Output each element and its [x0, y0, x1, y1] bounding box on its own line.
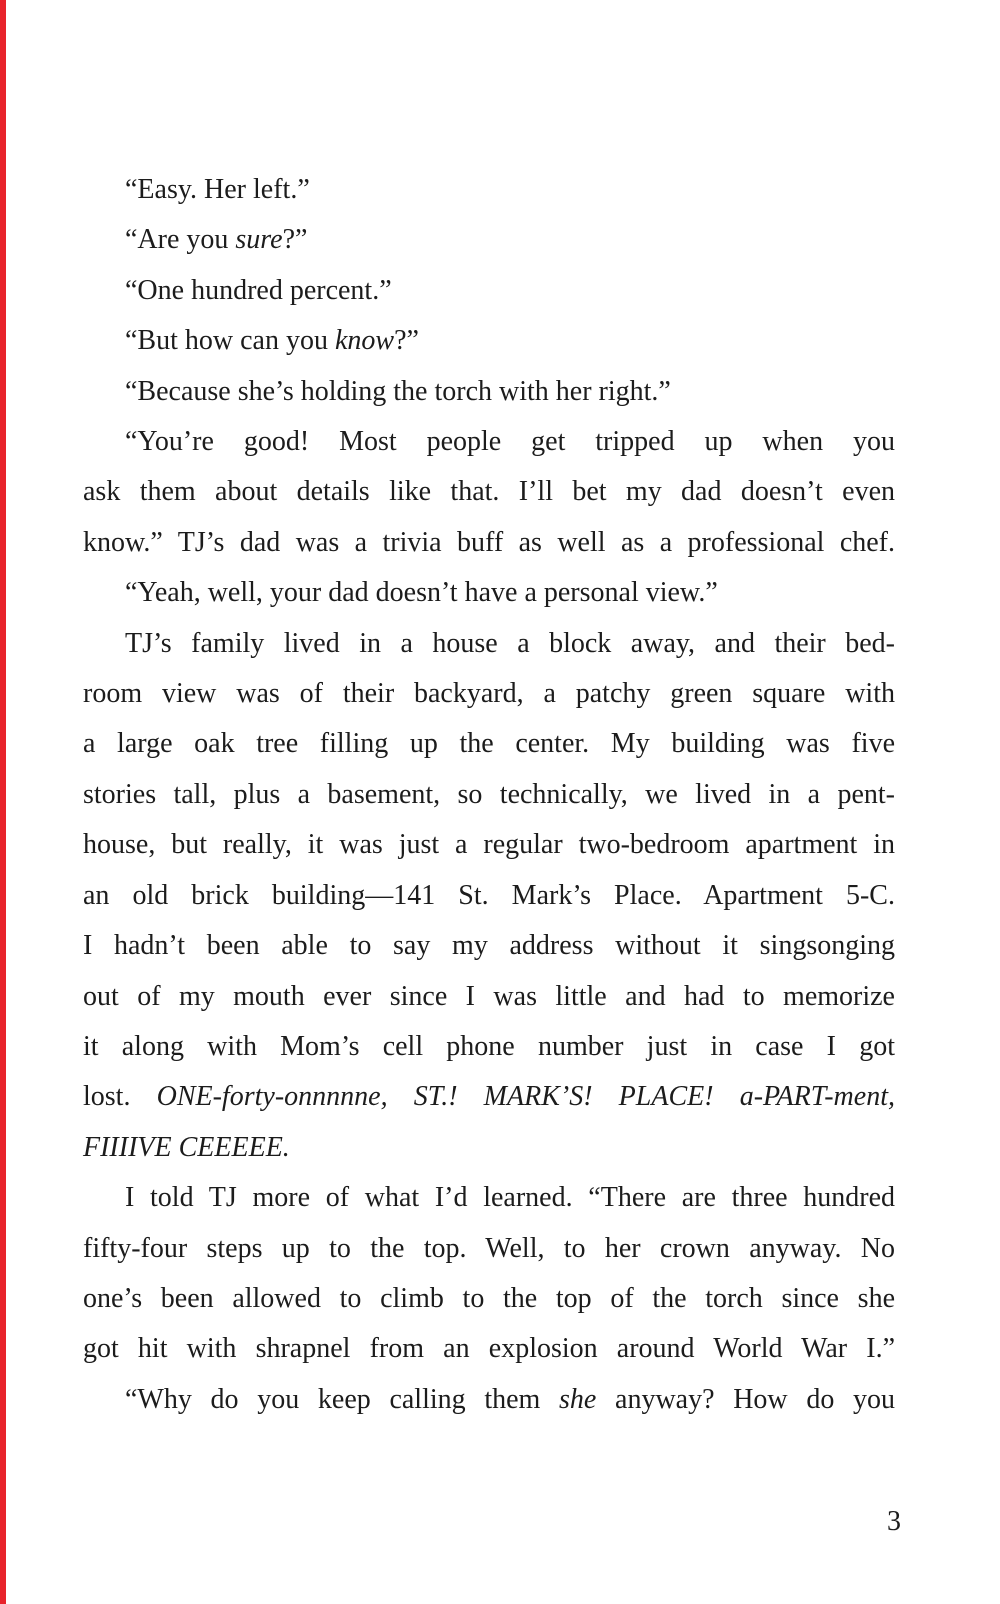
text-line	[83, 1123, 895, 1173]
text-line	[83, 669, 895, 719]
text-segment: stories tall, plus a basement, so technically, we lived in a pent-	[83, 778, 895, 810]
page-number: 3	[887, 1506, 901, 1537]
text-segment: fifty-four steps up to the top. Well, to her crown anyway. No	[83, 1232, 895, 1264]
text-segment: lost.	[83, 1081, 157, 1113]
text-segment: house, but really, it was just a regular two-bedroom apartment in	[83, 829, 895, 861]
text-segment: one’s been allowed to climb to the top of the torch since she	[83, 1282, 895, 1314]
text-segment: know.” TJ’s dad was a trivia buff as well as a professional chef.	[83, 526, 895, 558]
text-segment: I hadn’t been able to say my address without it singsonging	[83, 930, 895, 962]
text-line	[83, 1022, 895, 1072]
text-segment: “You’re good! Most people get tripped up when you	[125, 426, 895, 458]
text-line	[83, 1173, 895, 1223]
text-line	[83, 316, 895, 366]
text-line	[83, 1224, 895, 1274]
text-line	[83, 266, 895, 316]
text-segment: “Yeah, well, your dad doesn’t have a personal view.”	[125, 577, 718, 609]
text-segment: “Are you	[125, 224, 236, 256]
text-segment-italic: ONE-forty-onnnnne, ST.! MARK’S! PLACE! a-PART-ment,	[156, 1081, 895, 1113]
text-segment: anyway? How do you	[596, 1383, 896, 1415]
text-segment: ?”	[394, 325, 419, 357]
text-line	[83, 619, 895, 669]
text-segment: “One hundred percent.”	[125, 274, 392, 306]
text-line	[83, 972, 895, 1022]
text-segment: an old brick building—141 St. Mark’s Place. Apartment 5-C.	[83, 879, 895, 911]
text-segment: “Why do you keep calling them	[125, 1383, 559, 1415]
text-line	[83, 215, 895, 265]
text-segment: “But how can you	[125, 325, 335, 357]
page-text-block	[83, 165, 895, 1425]
text-segment: it along with Mom’s cell phone number just in case I got	[83, 1030, 895, 1062]
text-segment: ?”	[282, 224, 308, 256]
text-line	[83, 467, 895, 517]
text-segment-italic: know	[334, 325, 395, 357]
text-segment: room view was of their backyard, a patchy green square with	[83, 678, 895, 710]
text-line	[83, 1072, 895, 1122]
text-line	[83, 1375, 895, 1425]
text-line	[83, 770, 895, 820]
text-line	[83, 518, 895, 568]
text-line	[83, 820, 895, 870]
text-line	[83, 921, 895, 971]
text-segment: got hit with shrapnel from an explosion around World War I.”	[83, 1333, 895, 1365]
text-segment: “Easy. Her left.”	[125, 174, 310, 205]
text-segment: ask them about details like that. I’ll bet my dad doesn’t even	[83, 476, 895, 508]
text-segment: out of my mouth ever since I was little and had to memorize	[83, 980, 895, 1012]
text-segment-italic: she	[559, 1383, 597, 1415]
text-line	[83, 165, 895, 215]
text-line	[83, 871, 895, 921]
text-line	[83, 1324, 895, 1374]
text-segment: “Because she’s holding the torch with her right.”	[125, 375, 671, 407]
text-line	[83, 1274, 895, 1324]
text-segment: TJ’s family lived in a house a block away, and their bed-	[125, 627, 895, 659]
text-line	[83, 367, 895, 417]
text-segment-italic: FIIIIVE CEEEEE.	[83, 1131, 290, 1163]
text-segment: I told TJ more of what I’d learned. “There are three hundred	[125, 1182, 895, 1214]
text-segment: a large oak tree filling up the center. My building was five	[83, 728, 895, 760]
text-line	[83, 568, 895, 618]
book-spine-edge	[0, 0, 6, 1604]
text-segment-italic: sure	[235, 224, 283, 256]
text-line	[83, 417, 895, 467]
text-line	[83, 719, 895, 769]
